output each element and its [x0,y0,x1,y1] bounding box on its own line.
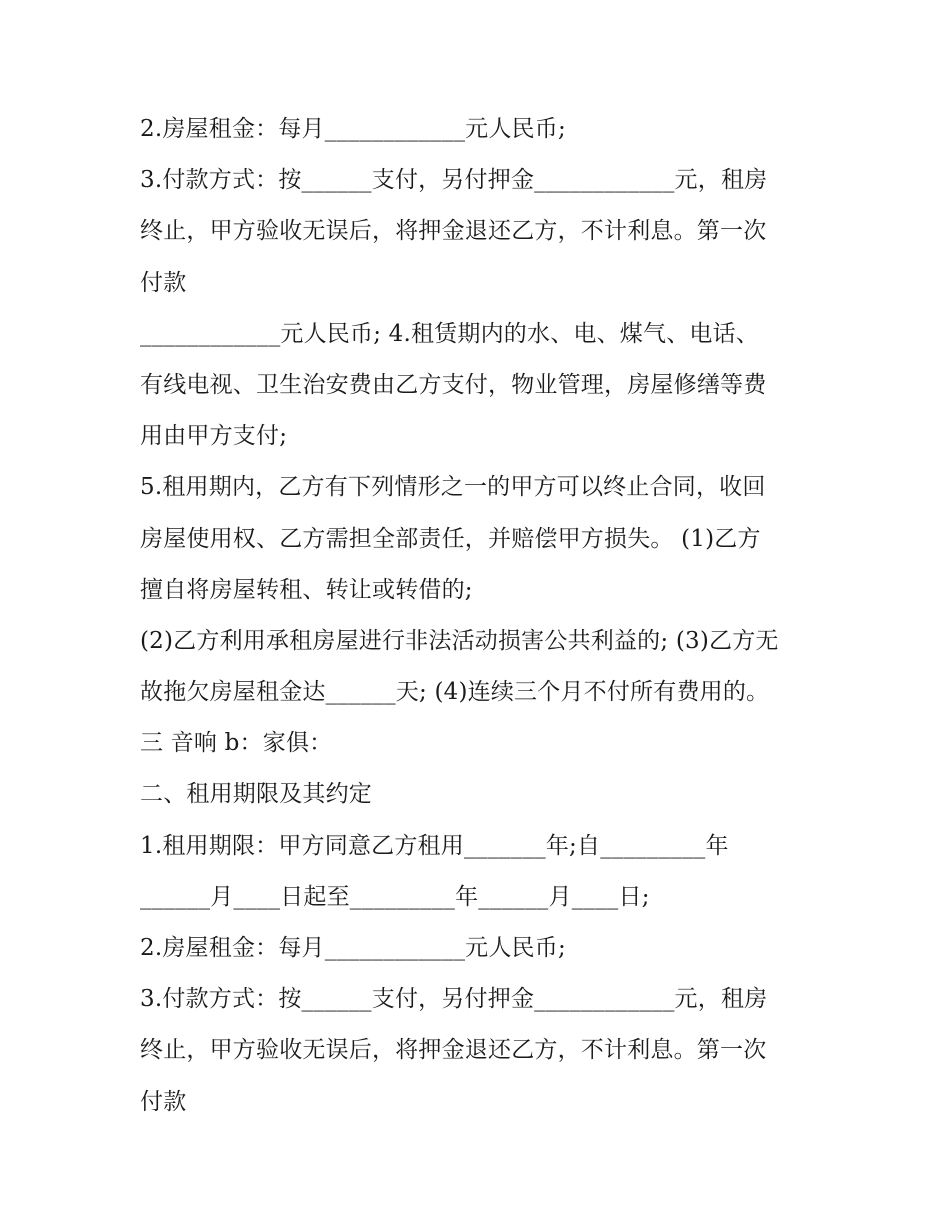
section-heading: 二、租用期限及其约定 [140,781,372,808]
text-line: 有线电视、卫生治安费由乙方支付，物业管理，房屋修缮等费 [140,371,767,398]
text-line: (2)乙方利用承租房屋进行非法活动损害公共利益的; (3)乙方无 [140,627,779,654]
text-line: ______月____日起至_________年______月____日; [140,883,650,910]
text-line: 用由甲方支付; [140,423,288,450]
document-body [140,104,820,1128]
text-line: 3.付款方式：按______支付，另付押金____________元，租房 [140,986,768,1013]
text-line: 付款 [140,269,187,296]
text-line: 1.租用期限：甲方同意乙方租用_______年;自_________年 [140,832,729,859]
text-line: 三 音响 b：家俱： [140,730,333,757]
text-line: 付款 [140,1088,187,1115]
text-line: 3.付款方式：按______支付，另付押金____________元，租房 [140,167,768,194]
text-line: 房屋使用权、乙方需担全部责任，并赔偿甲方损失。 (1)乙方 [140,525,761,552]
text-line: 终止，甲方验收无误后，将押金退还乙方，不计利息。第一次 [140,1037,767,1064]
text-line: ____________元人民币; 4.租赁期内的水、电、煤气、电话、 [140,320,760,347]
text-line: 擅自将房屋转租、转让或转借的; [140,576,473,603]
text-line: 终止，甲方验收无误后，将押金退还乙方，不计利息。第一次 [140,218,767,245]
text-line: 故拖欠房屋租金达______天; (4)连续三个月不付所有费用的。 [140,679,770,706]
text-line: 2.房屋租金：每月____________元人民币; [140,935,566,961]
text-line: 5.租用期内，乙方有下列情形之一的甲方可以终止合同，收回 [140,474,766,501]
text-line: 2.房屋租金：每月____________元人民币; [140,116,566,142]
